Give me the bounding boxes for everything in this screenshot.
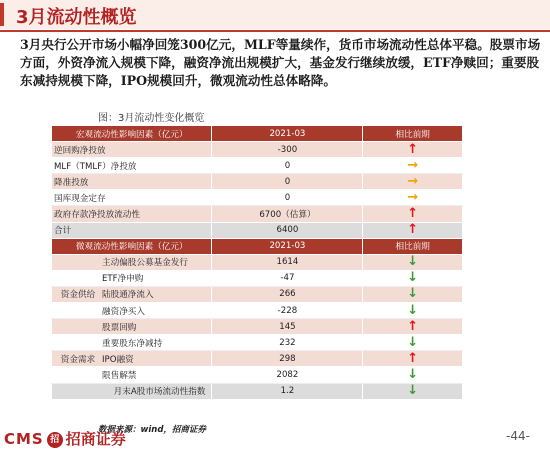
group-label — [54, 369, 102, 381]
arrow-up-icon: ↑ — [407, 222, 419, 238]
table-row — [52, 174, 463, 190]
row-label-cell — [52, 335, 212, 351]
row-label-cell — [52, 303, 212, 319]
row-value: 0 — [212, 158, 363, 174]
table-row — [52, 270, 463, 286]
row-label: 主动偏股公募基金发行 — [102, 258, 188, 269]
arrow-down-icon: ↓ — [407, 254, 419, 270]
row-label: 降准投放 — [52, 174, 212, 190]
trend-cell — [363, 254, 463, 270]
row-label: 政府存款净投放流动性 — [52, 206, 212, 222]
title-bar — [0, 0, 550, 29]
logo-name: 招商证券 — [65, 430, 126, 448]
trend-cell — [363, 206, 463, 222]
table-row — [52, 142, 463, 158]
arrow-down-icon: ↓ — [407, 383, 419, 399]
table-row — [52, 254, 463, 270]
trend-cell — [363, 158, 463, 174]
header-cell: 2021-03 — [212, 126, 363, 142]
page-number: -44- — [506, 429, 530, 443]
liquidity-table — [51, 125, 463, 400]
row-label: 陆股通净流入 — [102, 290, 154, 301]
row-label: 融资净买入 — [102, 306, 145, 317]
row-value: 1.2 — [212, 383, 363, 399]
arrow-right-icon: → — [407, 157, 419, 173]
arrow-down-icon: ↓ — [407, 334, 419, 350]
table-row — [52, 367, 463, 383]
group-label — [54, 321, 102, 333]
row-label: 重要股东净减持 — [102, 338, 163, 349]
arrow-down-icon: ↓ — [407, 286, 419, 302]
table-row — [52, 303, 463, 319]
row-label-cell — [52, 319, 212, 335]
row-value: 6400 — [212, 222, 363, 238]
row-value: 2082 — [212, 367, 363, 383]
group-label: 资金供给 — [60, 290, 96, 301]
trend-cell — [363, 319, 463, 335]
table-row — [52, 383, 463, 399]
arrow-up-icon: ↑ — [407, 206, 419, 222]
row-value: 0 — [212, 190, 363, 206]
row-label-cell — [52, 351, 212, 367]
arrow-down-icon: ↓ — [407, 302, 419, 318]
table-row — [52, 222, 463, 238]
row-label: IPO融资 — [102, 354, 134, 365]
trend-cell — [363, 286, 463, 302]
table-row — [52, 319, 463, 335]
arrow-down-icon: ↓ — [407, 270, 419, 286]
row-label: MLF（TMLF）净投放 — [52, 158, 212, 174]
logo-badge-icon: 招 — [47, 432, 63, 448]
row-label: 月末A股市场流动性指数 — [52, 383, 212, 399]
row-label-cell — [52, 254, 212, 270]
trend-cell — [363, 142, 463, 158]
row-value: 232 — [212, 335, 363, 351]
table-row — [52, 190, 463, 206]
header-cell: 微观流动性影响因素（亿元） — [52, 238, 212, 254]
arrow-up-icon: ↑ — [407, 141, 419, 157]
table-row — [52, 335, 463, 351]
row-value: 145 — [212, 319, 363, 335]
row-value: 0 — [212, 174, 363, 190]
table-header-row — [52, 126, 463, 142]
row-label: ETF净申购 — [102, 274, 144, 285]
title-accent — [0, 3, 4, 26]
row-value: -228 — [212, 303, 363, 319]
table-row — [52, 286, 463, 302]
arrow-down-icon: ↓ — [407, 366, 419, 382]
header-cell: 相比前期 — [363, 238, 463, 254]
trend-cell — [363, 222, 463, 238]
trend-cell — [363, 303, 463, 319]
row-label: 国库现金定存 — [52, 190, 212, 206]
row-label: 股票回购 — [102, 322, 137, 333]
header-cell: 相比前期 — [363, 126, 463, 142]
row-value: 266 — [212, 286, 363, 302]
trend-cell — [363, 190, 463, 206]
page-title: 3月流动性概览 — [16, 7, 137, 28]
summary-text: 3月央行公开市场小幅净回笼300亿元，MLF等量续作，货币市场流动性总体平稳。股票市场方面，外资净流入规模下降，融资净流出规模扩大，基金发行继续放缓，ETF净赎回；重要股东减持规模下降，IPO规模回升，微观流动性总体略降。 — [20, 37, 541, 88]
arrow-right-icon: → — [407, 189, 419, 205]
group-label — [54, 272, 102, 284]
row-label: 限售解禁 — [102, 370, 137, 381]
arrow-up-icon: ↑ — [407, 350, 419, 366]
row-value: -300 — [212, 142, 363, 158]
group-label — [54, 337, 102, 349]
table-row — [52, 206, 463, 222]
arrow-up-icon: ↑ — [407, 318, 419, 334]
row-value: -47 — [212, 270, 363, 286]
row-label: 合计 — [52, 222, 212, 238]
group-label — [54, 305, 102, 317]
header-cell: 2021-03 — [212, 238, 363, 254]
table-row — [52, 351, 463, 367]
trend-cell — [363, 351, 463, 367]
logo-cms: CMS — [4, 430, 44, 448]
title-divider — [0, 30, 550, 32]
row-value: 6700（估算） — [212, 206, 363, 222]
row-label-cell — [52, 286, 212, 302]
trend-cell — [363, 174, 463, 190]
table-row — [52, 158, 463, 174]
figure-caption: 图：3月流动性变化概览 — [98, 113, 205, 124]
arrow-right-icon: → — [407, 173, 419, 189]
row-value: 1614 — [212, 254, 363, 270]
group-label — [54, 256, 102, 268]
group-label: 资金需求 — [60, 354, 96, 365]
row-value: 298 — [212, 351, 363, 367]
row-label: 逆回购净投放 — [52, 142, 212, 158]
cms-logo — [4, 428, 126, 449]
table-header-row — [52, 238, 463, 254]
source-note: 数据来源：wind，招商证券 — [98, 425, 206, 435]
row-label-cell — [52, 367, 212, 383]
trend-cell — [363, 335, 463, 351]
trend-cell — [363, 270, 463, 286]
trend-cell — [363, 367, 463, 383]
header-cell: 宏观流动性影响因素（亿元） — [52, 126, 212, 142]
trend-cell — [363, 383, 463, 399]
row-label-cell — [52, 270, 212, 286]
